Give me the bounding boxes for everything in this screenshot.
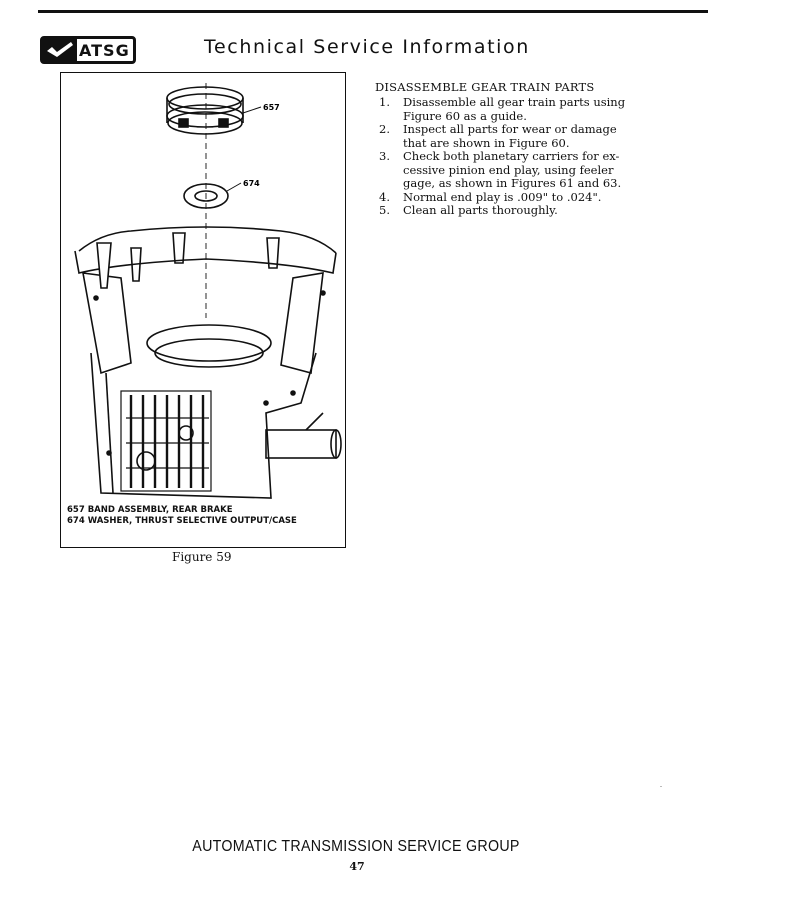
instruction-step-2 [375, 123, 703, 150]
step-text-line: Normal end play is .009" to .024". [403, 189, 602, 204]
step-text-line: gage, as shown in Figures 61 and 63. [403, 176, 622, 190]
page-number: 47 [349, 860, 365, 873]
step-text-line: Inspect all parts for wear or damage [403, 122, 617, 136]
step-number: 2. [379, 122, 390, 136]
top-rule [38, 10, 708, 13]
transmission-case-illustration [61, 73, 344, 505]
footer-organization: AUTOMATIC TRANSMISSION SERVICE GROUP [192, 838, 520, 855]
step-number: 3. [379, 149, 390, 163]
instruction-step-5 [375, 204, 703, 218]
step-text-line: cessive pinion end play, using feeler [403, 162, 614, 177]
instruction-step-4 [375, 191, 703, 205]
step-text-line: that are shown in Figure 60. [403, 135, 570, 150]
atsg-logo [40, 36, 136, 64]
callout-657: 657 [263, 103, 280, 112]
instruction-list [375, 96, 703, 218]
figure-legend [67, 505, 297, 527]
instruction-step-1 [375, 96, 703, 123]
step-text-line: Disassemble all gear train parts using [403, 95, 626, 109]
section-heading: DISASSEMBLE GEAR TRAIN PARTS [375, 80, 595, 94]
step-text-line: Figure 60 as a guide. [403, 108, 527, 123]
step-number: 4. [379, 189, 390, 204]
step-text-line: Clean all parts thoroughly. [403, 203, 558, 217]
legend-item-657: 657 BAND ASSEMBLY, REAR BRAKE [67, 505, 233, 515]
scan-speck [660, 786, 662, 787]
legend-item-674: 674 WASHER, THRUST SELECTIVE OUTPUT/CASE [67, 516, 297, 526]
callout-674: 674 [243, 179, 260, 188]
checkmark-logo-icon [43, 39, 77, 61]
header-title: Technical Service Information [204, 36, 530, 58]
logo-text: ATSG [79, 40, 130, 60]
step-number: 5. [379, 203, 390, 217]
step-text-line: Check both planetary carriers for ex- [403, 149, 620, 163]
instruction-step-3 [375, 150, 703, 191]
figure-caption: Figure 59 [172, 550, 232, 564]
step-number: 1. [379, 95, 390, 109]
figure-59-frame [60, 72, 346, 548]
